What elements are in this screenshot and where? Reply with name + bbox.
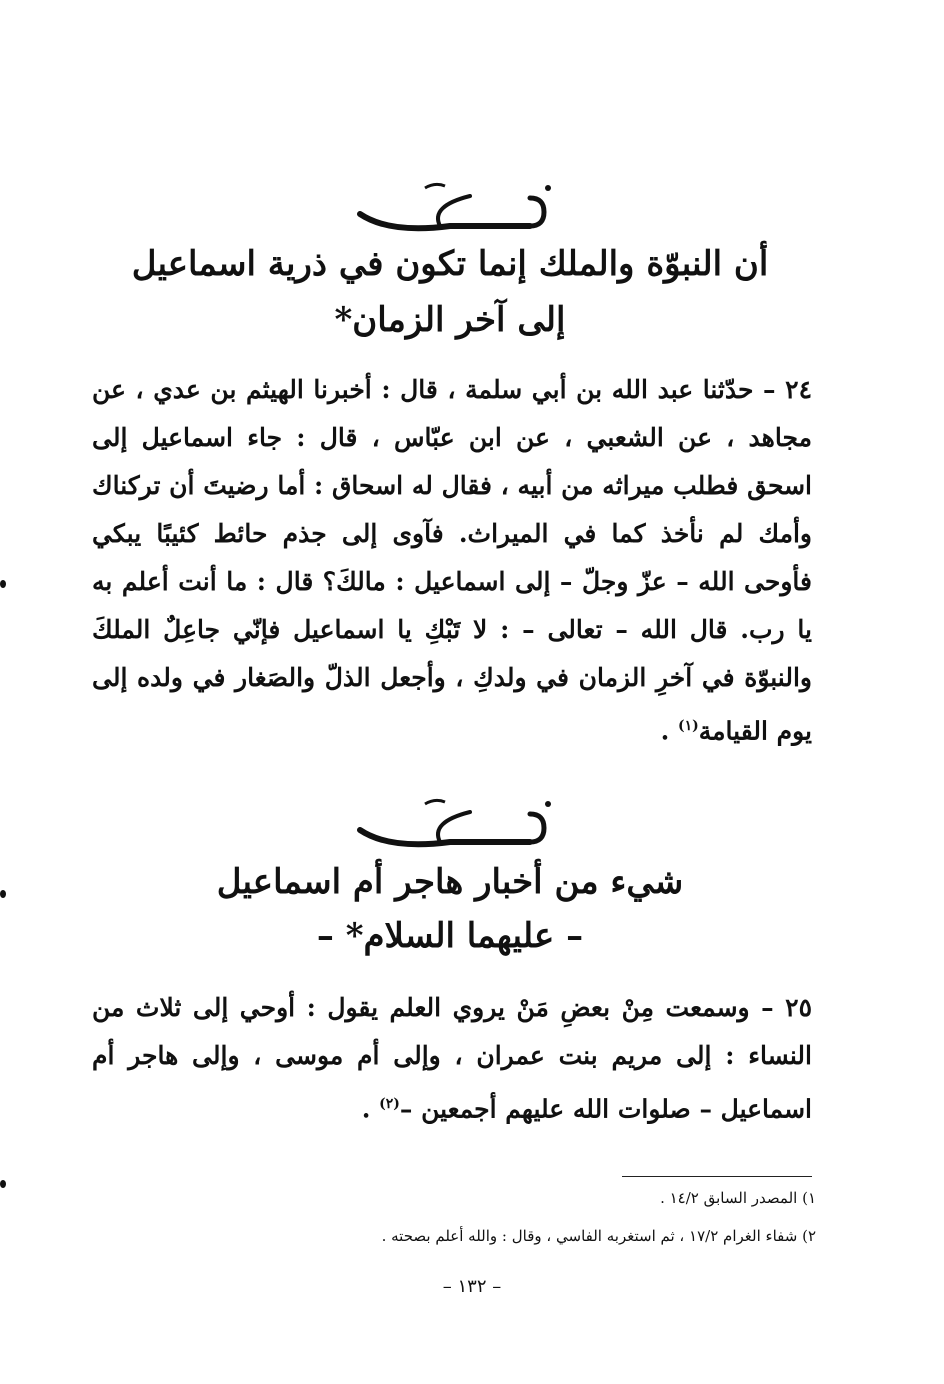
section2-heading-word [330,796,570,797]
dhikr-ornament-heading [330,176,570,246]
footnote-ref-2: (٢) [379,1096,400,1112]
section1-heading-word [330,180,570,181]
scan-edge-mark [0,580,6,588]
page-number: – ١٣٢ – [442,1276,502,1297]
footnote-ref-1: (١) [677,718,699,734]
section1-paragraph-end: . [660,716,678,746]
section2-paragraph [92,984,812,1133]
section1-paragraph [92,366,812,755]
section1-title-line1: أن النبوّة والملك إنما تكون في ذرية اسماعيل [131,244,769,284]
scan-edge-mark [0,1180,6,1188]
section2-title-line2: – عليهما السلام* – [316,916,584,956]
footnote-divider [622,1176,812,1177]
section2-paragraph-end: . [361,1094,380,1124]
dhikr-ornament-heading-2 [330,792,570,862]
section2-title-line1: شيء من أخبار هاجر أم اسماعيل [216,862,684,902]
footnote-1: ١) المصدر السابق ١٤/٢ . [660,1189,816,1207]
section1-paragraph-text: ٢٤ – حدّثنا عبد الله بن أبي سلمة ، قال : أخبرنا الهيثم بن عدي ، عن مجاهد ، عن الشعبي ، عن ابن عبّاس ، قال : جاء اسماعيل إلى اسحق فطلب ميراثه من أبيه ، فقال له اسحاق : أما رضيتَ أن تركناك وأمك لم نأخذ كما في الميراث. فآوى إلى جذم حائط كئيبًا يبكي فأوحى الله – عزّ وجلّ – إلى اسماعيل : مالكَ؟ قال : ما أنت أعلم به يا رب. قال الله – تعالى – : لا تَبْكِ يا اسماعيل فإنّي جاعِلٌ الملكَ والنبوّة في آخرِ الزمان في ولدكِ ، وأجعل الذلّ والصَغار في ولده إلى يوم القيامة [92,375,812,746]
footnote-2: ٢) شفاء الغرام ١٧/٢ ، ثم استغربه الفاسي ، وقال : والله أعلم بصحته . [381,1227,816,1245]
section2-paragraph-text: ٢٥ – وسمعت مِنْ بعضِ مَنْ يروي العلم يقول : أوحي إلى ثلاث من النساء : إلى مريم بنت عمران ، وإلى أم موسى ، وإلى هاجر أم اسماعيل – صلوات الله عليهم أجمعين – [92,993,812,1124]
section1-title-line2: إلى آخر الزمان* [334,300,566,340]
scan-edge-mark [0,890,6,898]
